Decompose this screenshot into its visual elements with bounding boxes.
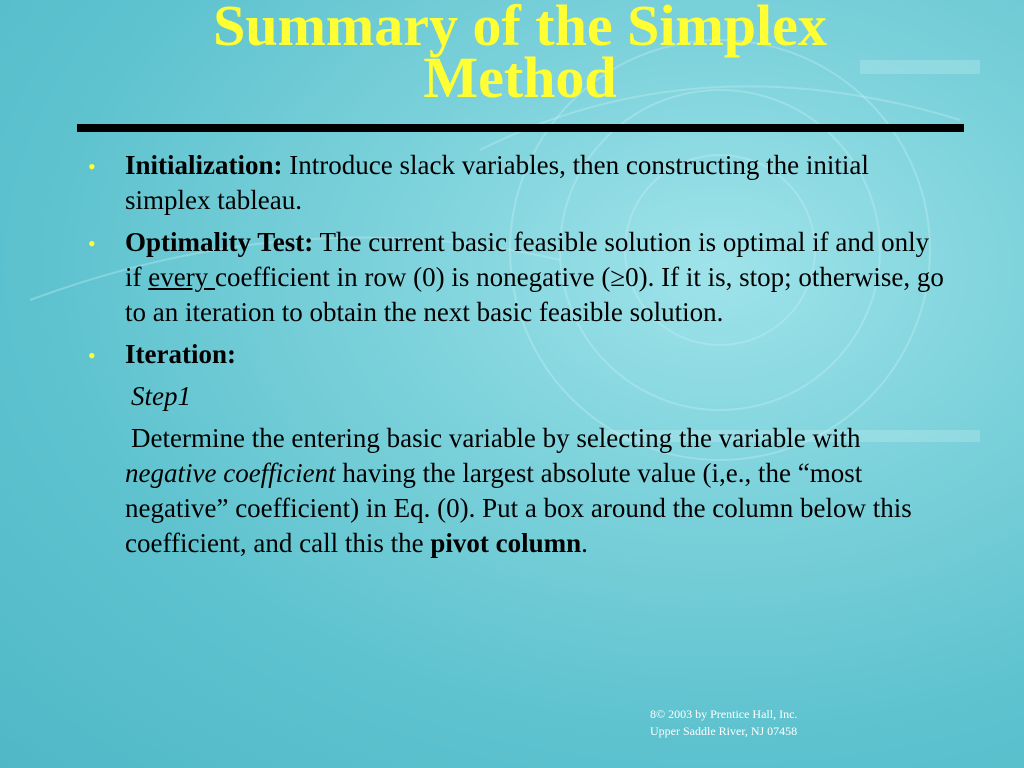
title-divider	[77, 124, 964, 132]
para-text-2: having the largest absolute value (i,e., the “most negative” coefficient) in Eq. (0). Put a box around the column below this coefficient, and call this the	[125, 458, 912, 558]
bullet-heading: Optimality Test:	[125, 227, 314, 257]
para-italic: negative coefficient	[125, 458, 336, 488]
title-line-2: Method	[423, 45, 617, 110]
footer-line-2: Upper Saddle River, NJ 07458	[650, 724, 798, 738]
para-bold: pivot column	[430, 528, 582, 558]
step-label: Step1	[131, 381, 191, 411]
bullet-text: The current basic feasible solution is optimal if and only if	[125, 227, 930, 292]
bullet-icon: •	[88, 231, 96, 256]
bullet-optimality-test	[88, 225, 948, 330]
para-text-3: .	[581, 528, 588, 558]
bullet-icon: •	[88, 343, 96, 368]
slide-title	[0, 0, 1024, 110]
slide-body	[88, 148, 948, 561]
bullet-heading: Initialization:	[125, 150, 283, 180]
bullet-iteration	[88, 337, 948, 372]
copyright-footer	[650, 706, 797, 740]
underlined-word: every	[148, 262, 215, 292]
footer-line-1: 8© 2003 by Prentice Hall, Inc.	[650, 707, 798, 721]
bullet-initialization	[88, 148, 948, 218]
title-line-1: Summary of the Simplex	[213, 0, 827, 58]
bullet-text-cont: coefficient in row (0) is nonegative (≥0). If it is, stop; otherwise, go to an iteration to obtain the next basic feasible solution.	[125, 262, 944, 327]
bullet-icon: •	[88, 154, 96, 179]
bullet-heading: Iteration:	[125, 339, 236, 369]
para-text-1: Determine the entering basic variable by selecting the variable with	[131, 423, 861, 453]
bullet-text: Introduce slack variables, then constructing the initial simplex tableau.	[125, 150, 869, 215]
step-paragraph	[88, 421, 948, 561]
